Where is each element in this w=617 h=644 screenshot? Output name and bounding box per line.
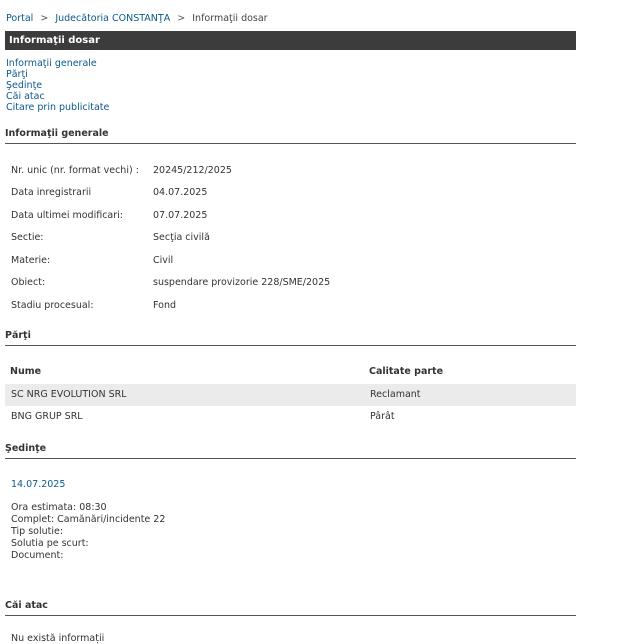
info-label: Sectie: [11, 232, 44, 243]
table-row [5, 406, 576, 428]
cai-atac-text: Nu există informații [11, 633, 105, 644]
party-role: Pârât [370, 411, 395, 422]
column-header-nume: Nume [10, 366, 42, 377]
nav-link-informatii-generale[interactable]: Informaţii generale [6, 58, 97, 69]
table-row [5, 384, 576, 406]
info-label: Obiect: [11, 277, 46, 288]
breadcrumb-court-link[interactable]: Judecătoria CONSTANŢA [55, 13, 171, 24]
nav-link-citare-publicitate[interactable]: Citare prin publicitate [6, 102, 110, 113]
info-value: 07.07.2025 [153, 210, 208, 221]
info-label: Stadiu procesual: [11, 300, 94, 311]
page-title-bar [5, 31, 576, 50]
breadcrumb-separator: > [40, 13, 49, 24]
nav-link-sedinte[interactable]: Şedinţe [6, 80, 43, 91]
breadcrumb [6, 13, 268, 24]
nav-link-cai-atac[interactable]: Căi atac [6, 91, 45, 102]
sedinta-tip-solutie: Tip solutie: [11, 526, 64, 537]
section-title-parti: Părţi [5, 330, 576, 346]
parti-table-header [5, 366, 576, 378]
info-value: Fond [153, 300, 176, 311]
info-value: Secţia civilă [153, 232, 210, 243]
sedinta-ora: Ora estimata: 08:30 [11, 502, 107, 513]
page-title: Informaţii dosar [9, 35, 100, 46]
sedinta-details [11, 502, 165, 562]
party-name: BNG GRUP SRL [11, 411, 83, 422]
info-label: Data inregistrarii [11, 187, 92, 198]
sedinta-complet: Complet: Camănări/incidente 22 [11, 514, 166, 525]
section-nav [6, 58, 109, 113]
info-label: Materie: [11, 255, 51, 266]
info-label: Nr. unic (nr. format vechi) : [11, 165, 139, 176]
info-value: 20245/212/2025 [153, 165, 232, 176]
breadcrumb-separator: > [177, 13, 186, 24]
party-name: SC NRG EVOLUTION SRL [11, 389, 127, 400]
sedinta-date: 14.07.2025 [11, 479, 66, 490]
info-value: suspendare provizorie 228/SME/2025 [153, 277, 331, 288]
info-value: 04.07.2025 [153, 187, 208, 198]
section-title-cai-atac: Căi atac [5, 600, 576, 616]
breadcrumb-portal-link[interactable]: Portal [6, 13, 34, 24]
breadcrumb-current: Informaţii dosar [192, 13, 268, 24]
party-role: Reclamant [370, 389, 421, 400]
column-header-calitate: Calitate parte [369, 366, 444, 377]
section-title-sedinte: Şedinţe [5, 443, 576, 459]
info-label: Data ultimei modificari: [11, 210, 123, 221]
nav-link-parti[interactable]: Părţi [6, 69, 28, 80]
info-value: Civil [153, 255, 174, 266]
sedinta-solutie-scurt: Solutia pe scurt: [11, 538, 89, 549]
sedinta-document: Document: [11, 550, 64, 561]
section-title-general: Informaţii generale [5, 128, 576, 144]
